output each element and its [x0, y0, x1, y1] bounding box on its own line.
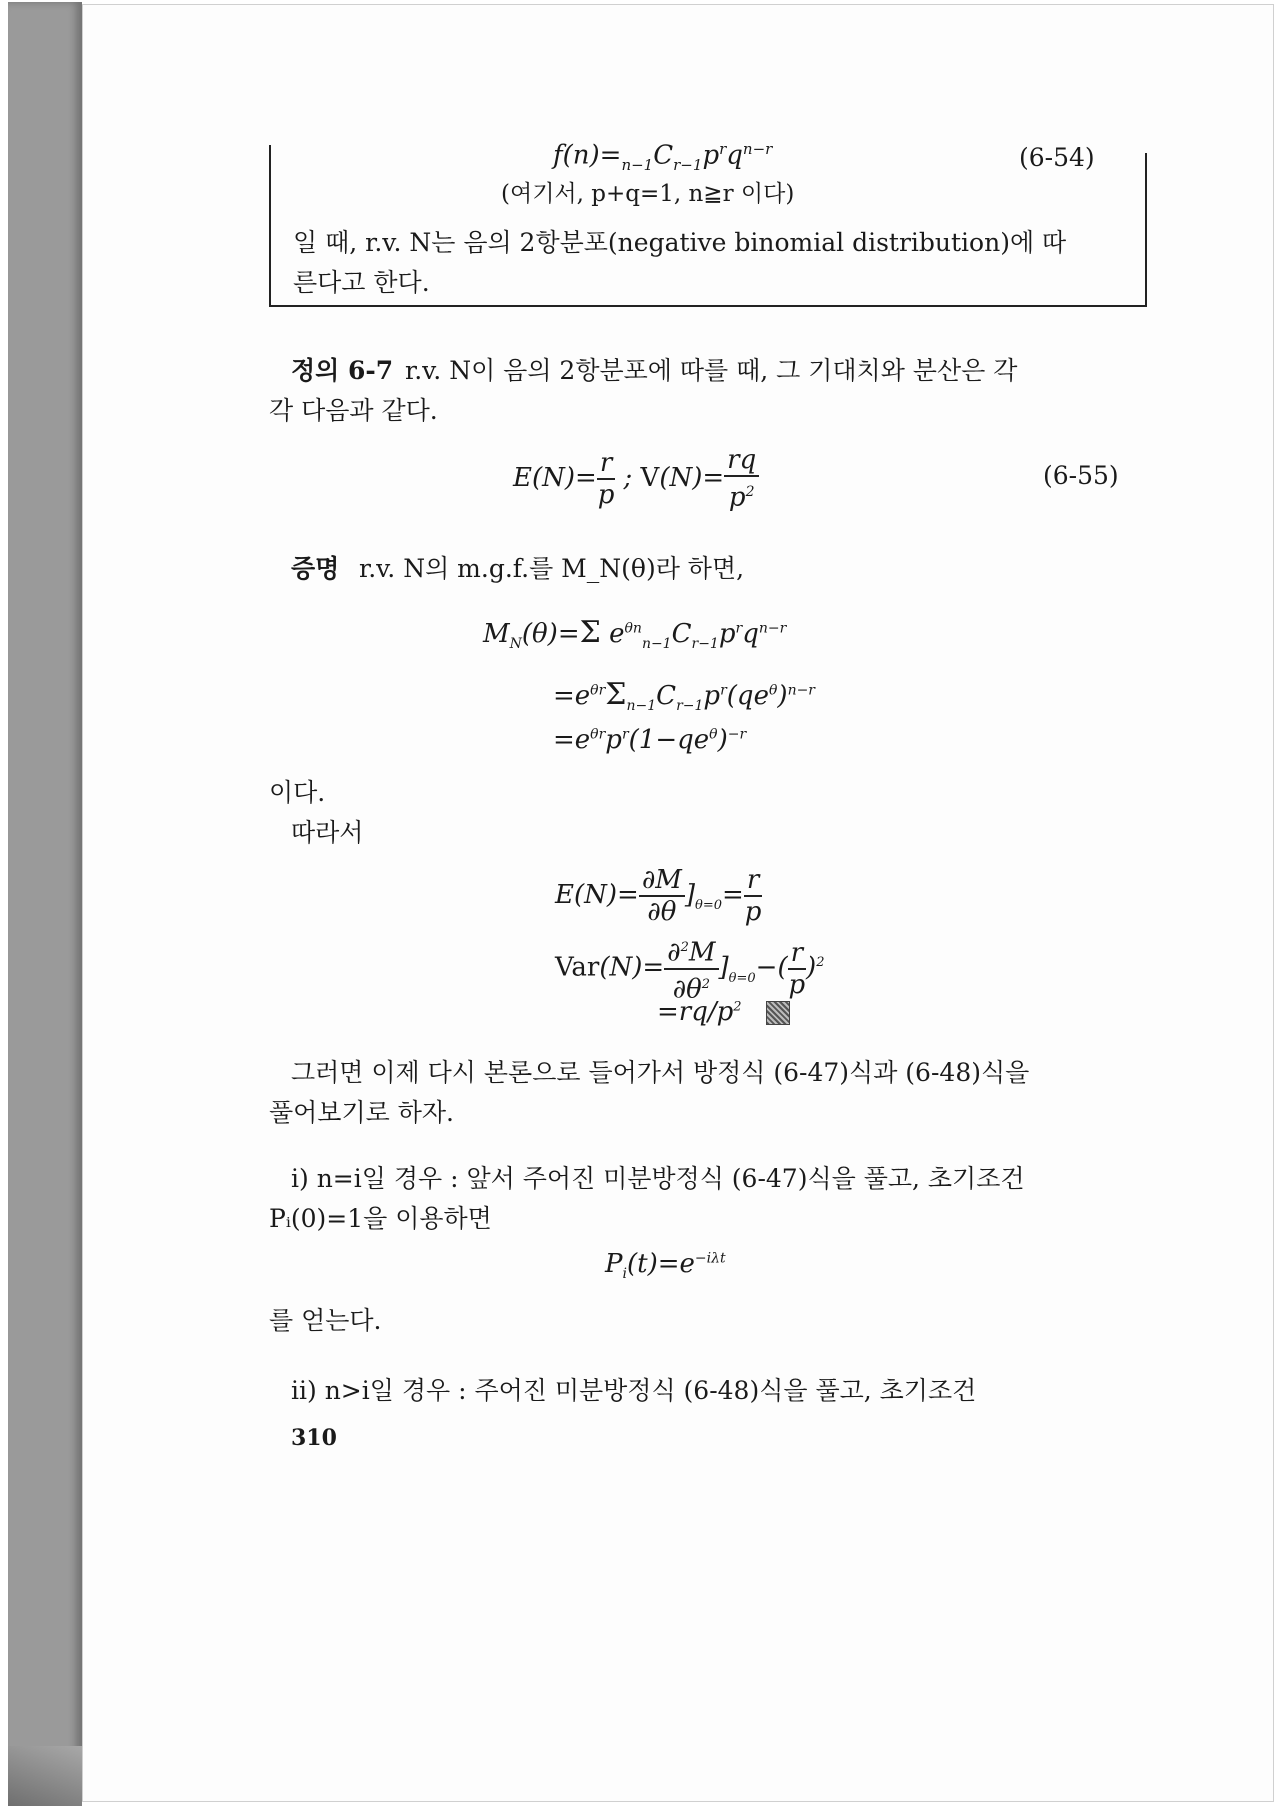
mgf-equation-line1: $M_N(\theta)=\Sigma$ $e^{\theta n}_{n-1}C_{r-1}p^rq^{n-r}$: [483, 615, 787, 653]
equation-number-6-55: (6-55): [1043, 461, 1119, 490]
box-bottom-border: [269, 305, 1147, 307]
book-spine: [8, 2, 82, 1798]
case1-line3: 를 얻는다.: [269, 1306, 382, 1335]
definition-text-line2: 각 다음과 같다.: [269, 396, 438, 425]
expectation-equation: E(N)= $\frac{\partial M}{\partial\theta}$ ]$_{\theta=0}=$ $\frac{r}{p}$: [555, 865, 762, 927]
page-number: 310: [291, 1425, 337, 1451]
qed-square-icon: [766, 1001, 790, 1025]
variance-result: $=rq/p^2$: [657, 997, 790, 1027]
box-left-border: [269, 145, 271, 305]
equation-6-55: E(N)= $\frac{r}{p}$ ; V(N)= $\frac{rq}{p^2}$: [513, 445, 759, 513]
text-ida: 이다.: [269, 778, 326, 807]
paragraph-line2: 풀어보기로 하자.: [269, 1098, 454, 1127]
case2-line1: ii) n>i일 경우 : 주어진 미분방정식 (6-48)식을 풀고, 초기조건: [291, 1376, 977, 1405]
box-text-line1: 일 때, r.v. N는 음의 2항분포(negative binomial distribution)에 따: [293, 228, 1067, 257]
case1-result-equation: $P_i(t)=e^{-i\lambda t}$: [605, 1249, 726, 1283]
proof-text: r.v. N의 m.g.f.를 M_N(θ)라 하면,: [359, 554, 745, 583]
box-text-line2: 른다고 한다.: [293, 268, 430, 297]
definition-text-line1: r.v. N이 음의 2항분포에 따를 때, 그 기대치와 분산은 각: [405, 356, 1018, 385]
condition-text: (여기서, p+q=1, n≧r 이다): [501, 181, 795, 207]
paragraph-line1: 그러면 이제 다시 본론으로 들어가서 방정식 (6-47)식과 (6-48)식을: [291, 1058, 1030, 1087]
case1-line2: Pᵢ(0)=1을 이용하면: [269, 1204, 492, 1233]
mgf-equation-line2: $=e^{\theta r}\Sigma_{n-1}C_{r-1}p^r(qe^\theta)^{n-r}$: [553, 677, 816, 715]
equation-number-6-54: (6-54): [1019, 143, 1095, 172]
definition-label: 정의 6-7: [291, 356, 394, 385]
variance-equation: Var(N)= $\frac{\partial^2M}{\partial\theta^2}$ ]$_{\theta=0}-$( $\frac{r}{p}$ )$^2$: [555, 933, 824, 1004]
mgf-equation-line3: $=e^{\theta r}p^r(1-qe^\theta)^{-r}$: [553, 725, 747, 755]
book-spine-bottom: [8, 1746, 82, 1806]
book-page: [82, 4, 1274, 1802]
text-ttaraseo: 따라서: [291, 818, 364, 847]
equation-6-54: $f(n)=_{n-1}C_{r-1}p^rq^{n-r}$: [553, 140, 773, 174]
case1-line1: i) n=i일 경우 : 앞서 주어진 미분방정식 (6-47)식을 풀고, 초기조건: [291, 1164, 1025, 1193]
box-right-border: [1145, 153, 1147, 305]
proof-label: 증명: [291, 554, 340, 583]
